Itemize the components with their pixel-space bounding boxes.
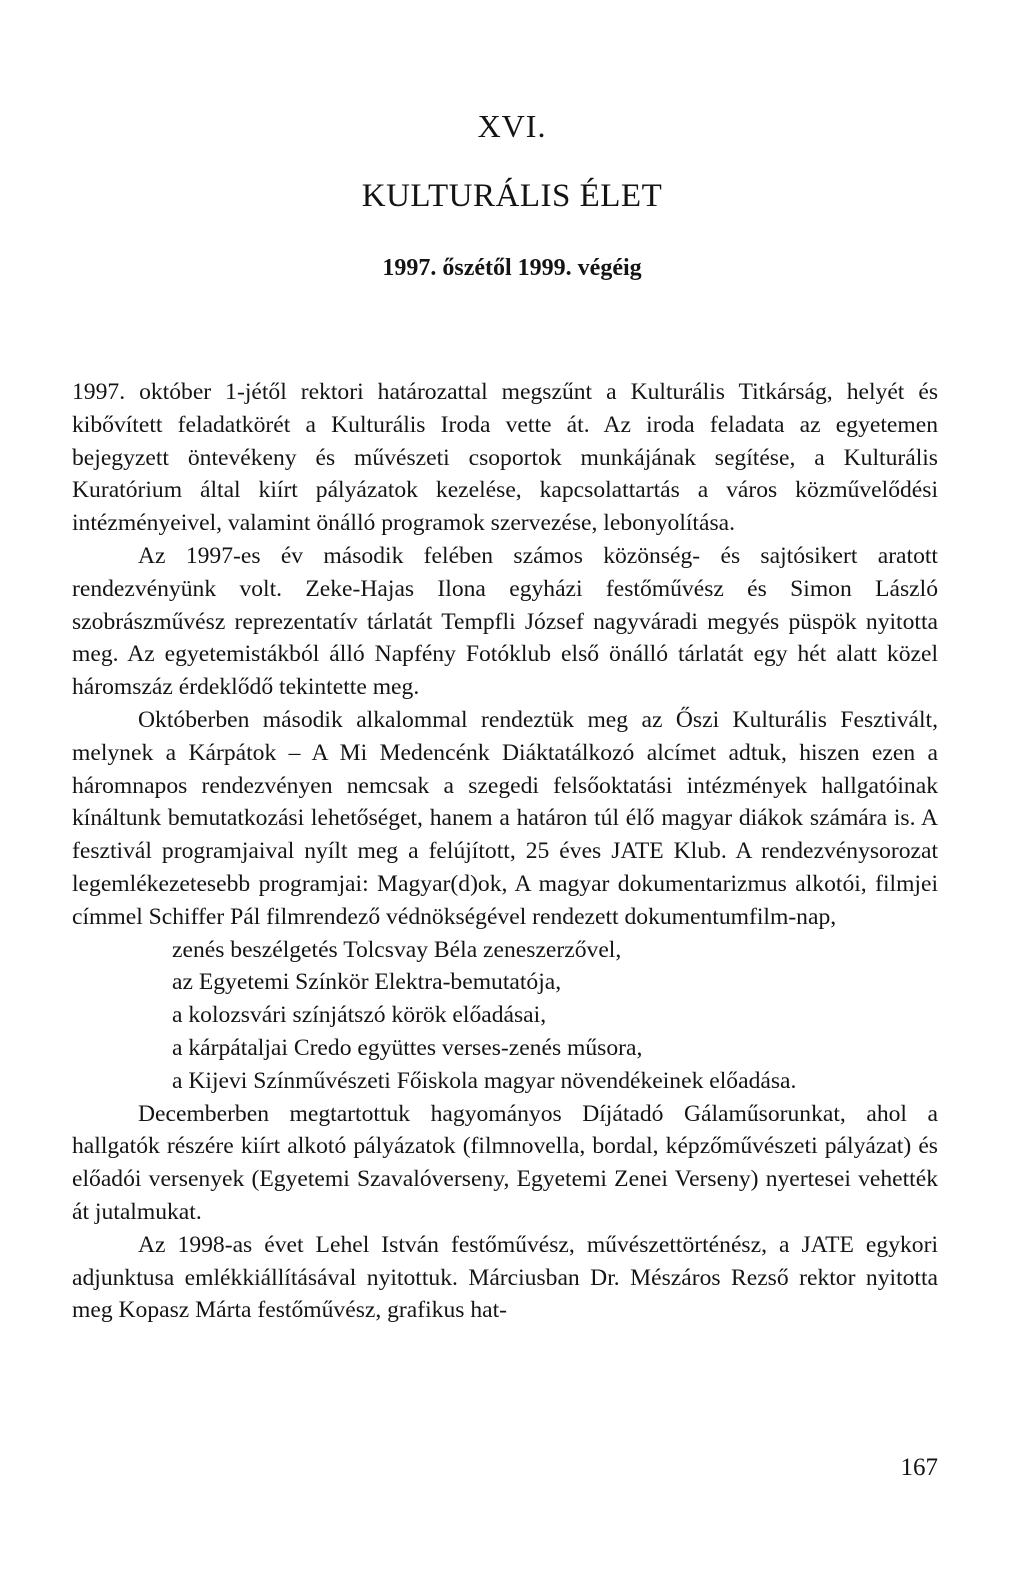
paragraph: Az 1998-as évet Lehel István festőművész, művészettörténész, a JATE egykori adjunktusa emlékkiállításával nyitottuk. Márciusban Dr. Mészáros Rezső rektor nyitotta meg Kopasz Márta festőművész, grafikus hat- — [72, 1231, 938, 1324]
chapter-number: XVI. — [477, 108, 547, 144]
list-item: zenés beszélgetés Tolcsvay Béla zeneszerzővel, — [172, 936, 622, 963]
body-text — [72, 376, 938, 1327]
list-item: a Kijevi Színművészeti Főiskola magyar növendékeinek előadása. — [172, 1067, 797, 1094]
paragraph: 1997. október 1-jétől rektori határozattal megszűnt a Kulturális Titkárság, helyét és kibővített feladatkörét a Kulturális Iroda vette át. Az iroda feladata az egyetemen bejegyzett öntevékeny és művészeti csoportok munkájának segítése, a Kulturális Kuratórium által kiírt pályázatok kezelése, kapcsolattartás a város közművelődési intézményeivel, valamint önálló programok szervezése, lebonyolítása. — [72, 379, 938, 537]
page-number: 167 — [900, 1454, 938, 1481]
paragraph: Decemberben megtartottuk hagyományos Díjátadó Gálaműsorunkat, ahol a hallgatók részére kiírt alkotó pályázatok (filmnovella, bordal, képzőművészeti pályázat) és előadói versenyek (Egyetemi Szavalóverseny, Egyetemi Zenei Verseny) nyertesei vehették át jutalmukat. — [72, 1100, 938, 1225]
list-item: a kárpátaljai Credo együttes verses-zenés műsora, — [172, 1034, 643, 1061]
chapter-subtitle: 1997. őszétől 1999. végéig — [382, 255, 642, 281]
program-list — [72, 934, 938, 1098]
list-item: az Egyetemi Színkör Elektra-bemutatója, — [172, 969, 562, 996]
chapter-title: KULTURÁLIS ÉLET — [361, 178, 663, 214]
list-item: a kolozsvári színjátszó körök előadásai, — [172, 1002, 547, 1029]
paragraph: Októberben második alkalommal rendeztük meg az Őszi Kulturális Fesztivált, melynek a Kárpátok – A Mi Medencénk Diáktatálkozó alcímet adtuk, hiszen ezen a háromnapos rendezvényen nemcsak a szegedi felsőoktatási intézmények hallgatóinak kínáltunk bemutatkozási lehetőséget, hanem a határon túl élő magyar diákok számára is. A fesztivál programjaival nyílt meg a felújított, 25 éves JATE Klub. A rendezvénysorozat legemlékezetesebb programjai: Magyar(d)ok, A magyar dokumentarizmus alkotói, filmjei címmel Schiffer Pál filmrendező védnökségével rendezett dokumentumfilm-nap, — [72, 706, 938, 930]
paragraph: Az 1997-es év második felében számos közönség- és sajtósikert aratott rendezvényünk volt. Zeke-Hajas Ilona egyházi festőművész és Simon László szobrászművész reprezentatív tárlatát Tempfli József nagyváradi megyés püspök nyitotta meg. Az egyetemistákból álló Napfény Fotóklub első önálló tárlatát egy hét alatt közel háromszáz érdeklődő tekintette meg. — [72, 542, 938, 701]
